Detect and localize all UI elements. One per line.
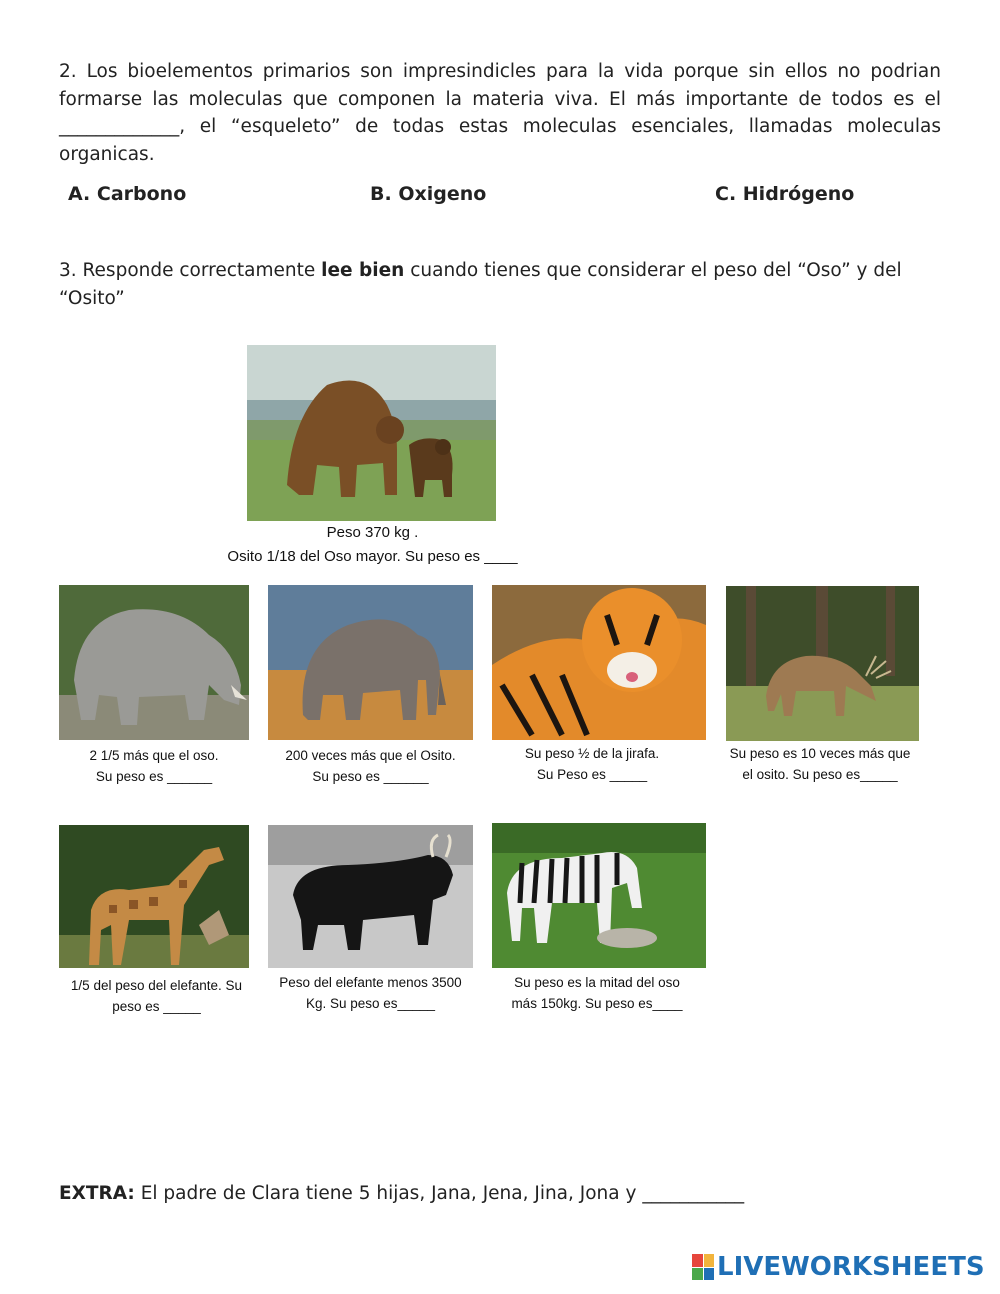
rhino-caption-line1: 2 1/5 más que el oso. <box>89 748 219 763</box>
extra-text: El padre de Clara tiene 5 hijas, Jana, Jena, Jina, Jona y ___________ <box>134 1183 745 1204</box>
extra-label: EXTRA: <box>59 1183 135 1204</box>
zebra-photo <box>492 823 706 968</box>
logo-text: LIVEWORKSHEETS <box>717 1252 985 1282</box>
question-3-bold: lee bien <box>321 260 405 281</box>
zebra-caption-line1: Su peso es la mitad del oso <box>514 975 680 990</box>
giraffe-caption <box>59 975 254 1017</box>
rhino-photo <box>59 585 249 740</box>
extra-question <box>59 1180 941 1208</box>
logo-mark-icon <box>692 1254 714 1280</box>
elephant-caption-line2: Su peso es ______ <box>312 769 429 784</box>
bull-caption-line2: Kg. Su peso es_____ <box>305 996 436 1011</box>
bull-caption <box>268 972 473 1014</box>
deer-caption-line2: el osito. Su peso es_____ <box>742 767 898 782</box>
option-a[interactable]: A. Carbono <box>68 183 187 205</box>
rhino-caption-line2: Su peso es ______ <box>95 769 213 784</box>
deer-caption <box>721 743 919 785</box>
question-3-prefix: 3. Responde correctamente <box>59 260 322 281</box>
elephant-caption <box>268 745 473 787</box>
giraffe-photo <box>59 825 249 968</box>
tiger-caption-line1: Su peso ½ de la jirafa. <box>524 746 660 761</box>
liveworksheets-logo <box>692 1252 985 1282</box>
tiger-caption-line2: Su Peso es _____ <box>536 767 648 782</box>
deer-caption-line1: Su peso es 10 veces más que <box>729 746 911 761</box>
bear-caption <box>200 521 545 569</box>
tiger-caption <box>492 743 692 785</box>
option-c[interactable]: C. Hidrógeno <box>715 183 855 205</box>
elephant-caption-line1: 200 veces más que el Osito. <box>285 748 456 763</box>
question-2-text: 2. Los bioelementos primarios son impresindicles para la vida porque sin ellos no podrian formarse las moleculas que componen la materia viva. El más importante de todos es el _____________, el “esqueleto” de todas estas moleculas esenciales, llamadas moleculas organicas. <box>59 61 941 165</box>
option-b[interactable]: B. Oxigeno <box>370 183 487 205</box>
giraffe-caption-line2: peso es _____ <box>112 999 201 1014</box>
tiger-photo <box>492 585 706 740</box>
question-3-text <box>59 257 929 312</box>
zebra-caption-line2: más 150kg. Su peso es____ <box>511 996 683 1011</box>
rhino-caption <box>59 745 249 787</box>
bear-caption-line1: Peso 370 kg . <box>326 524 419 541</box>
zebra-caption <box>497 972 697 1014</box>
elephant-photo <box>268 585 473 740</box>
bear-photo <box>247 345 496 521</box>
giraffe-caption-line1: 1/5 del peso del elefante. Su <box>70 978 243 993</box>
bull-photo <box>268 825 473 968</box>
question-3-suffix: cuando tienes que considerar el peso del “Oso” y del “Osito” <box>59 260 902 309</box>
bear-caption-line2: Osito 1/18 del Oso mayor. Su peso es ____ <box>227 548 518 565</box>
bull-caption-line1: Peso del elefante menos 3500 <box>279 975 462 990</box>
deer-photo <box>726 586 919 741</box>
